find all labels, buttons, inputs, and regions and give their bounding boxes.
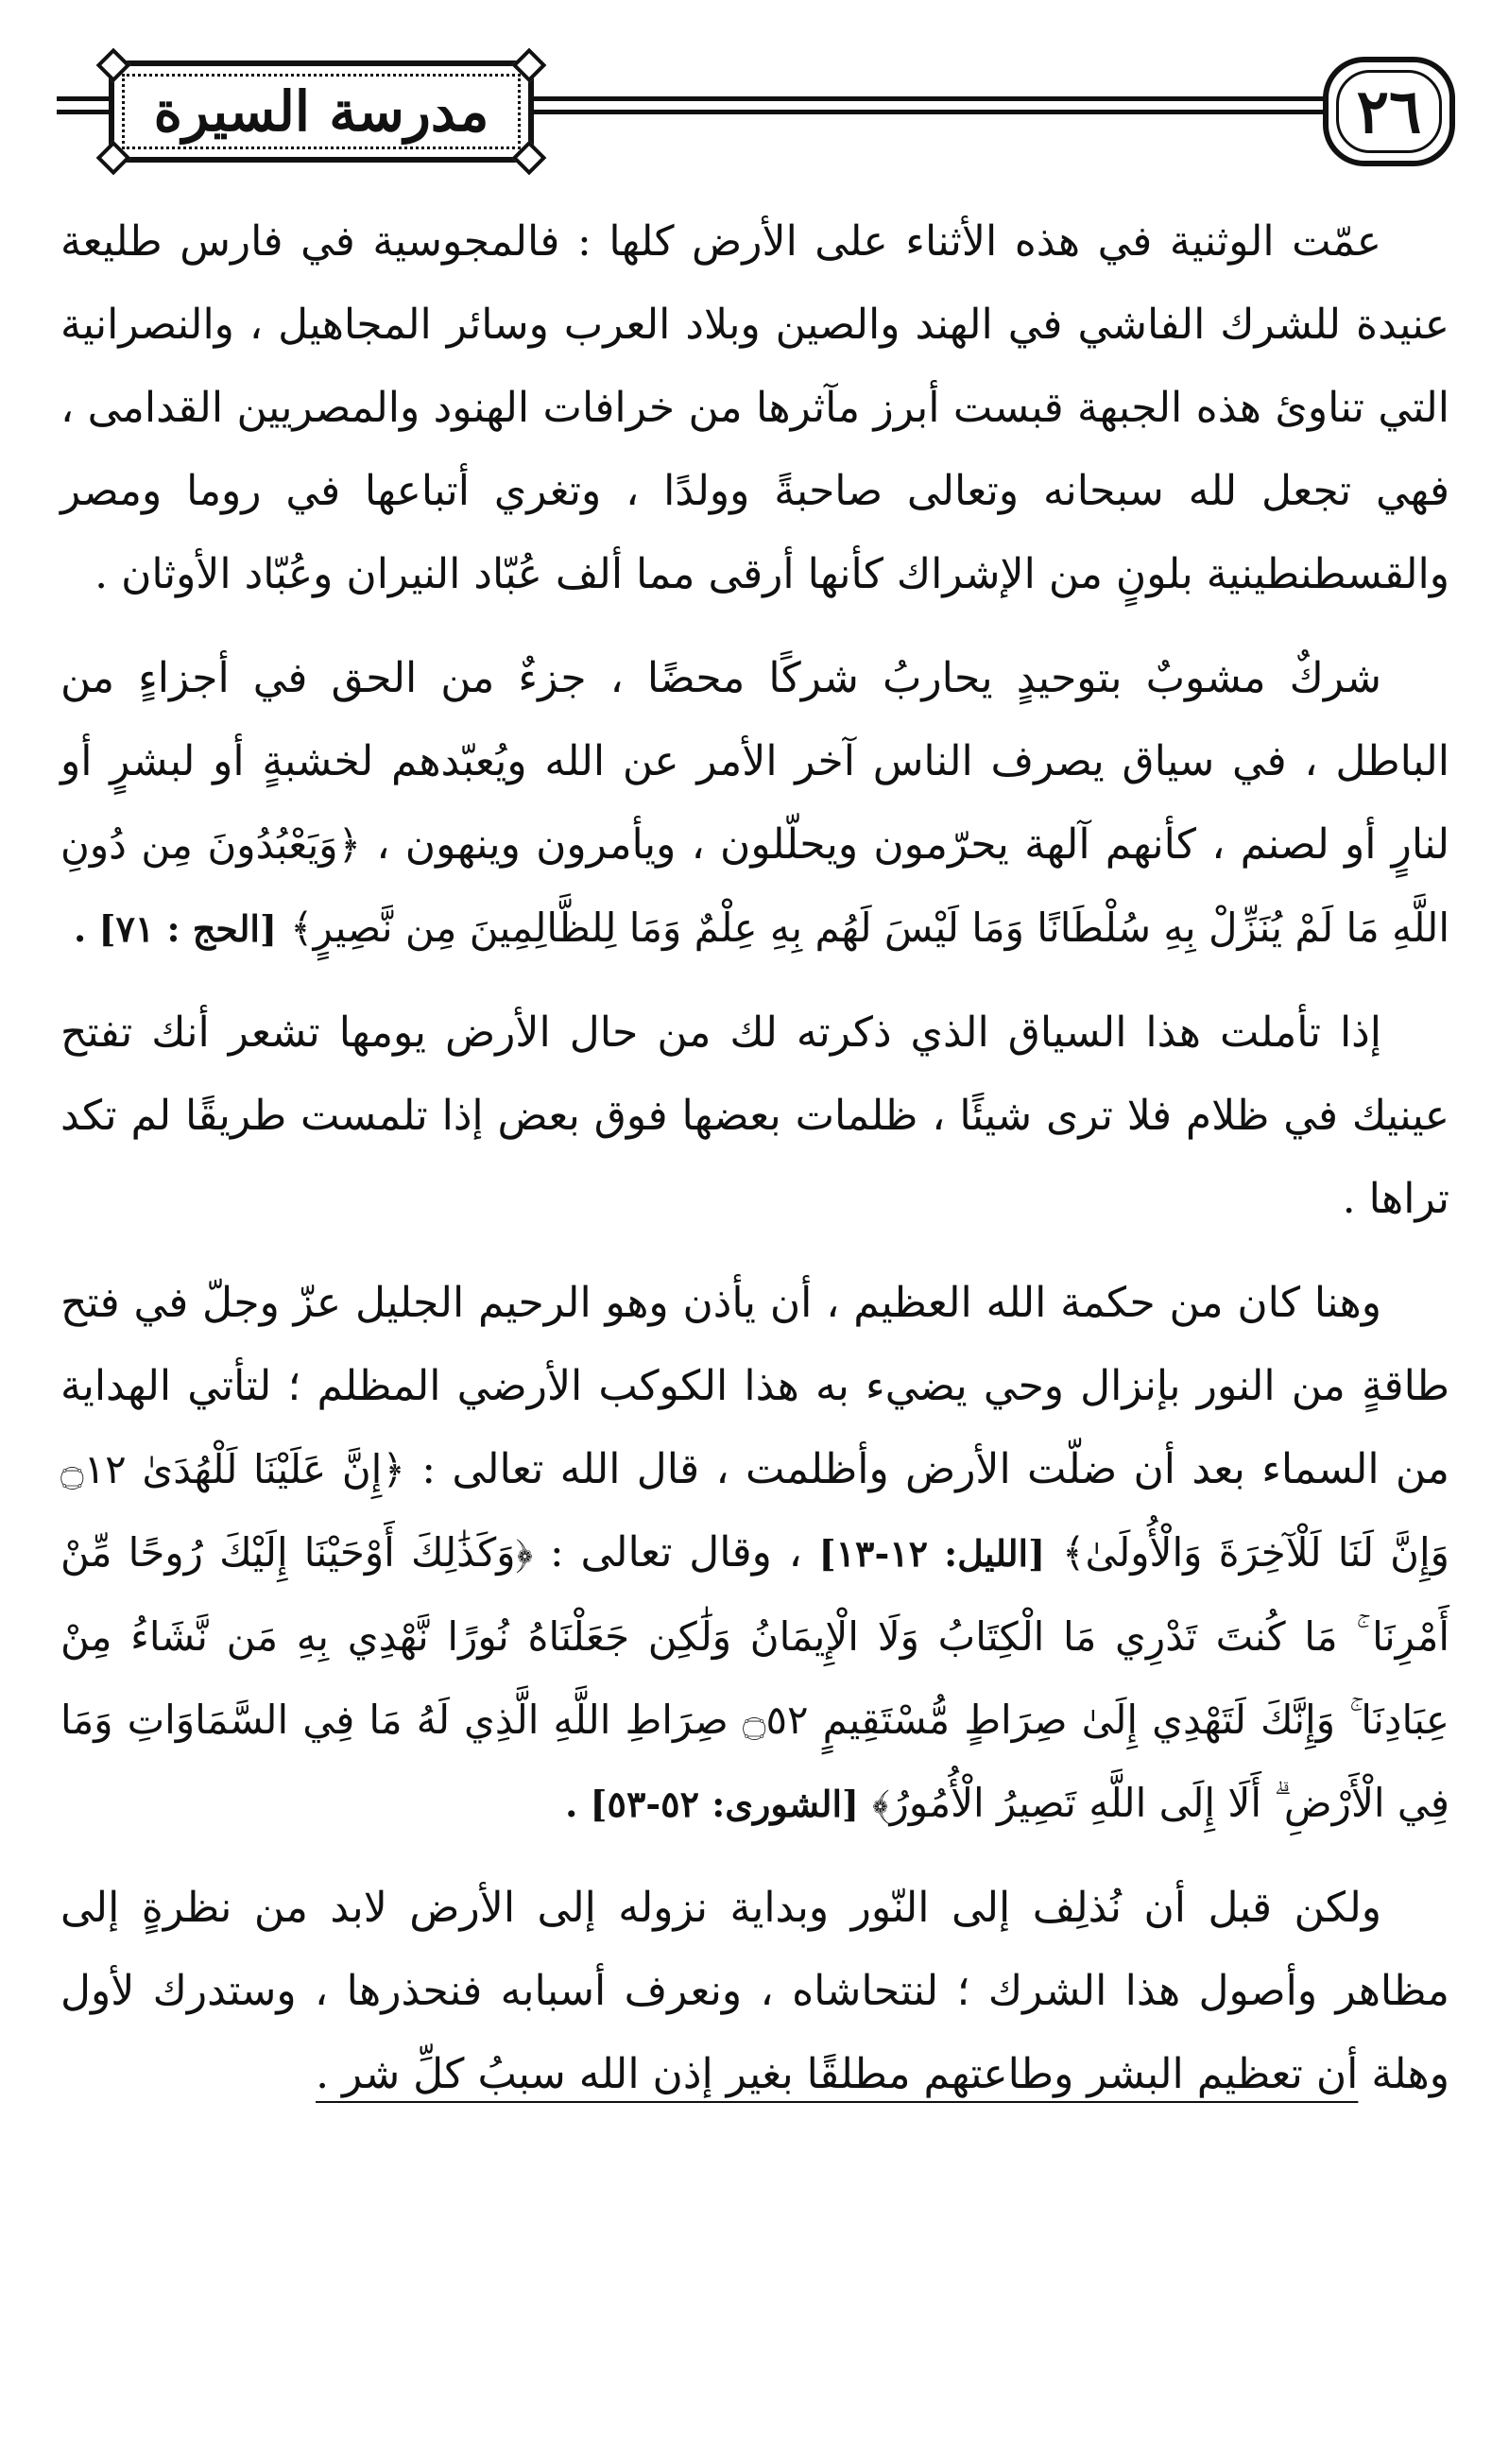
page-header xyxy=(57,38,1455,180)
paragraph-text: ولكن قبل أن نُذلِف إلى النّور وبداية نزوله إلى الأرض لابد من نظرةٍ إلى مظاهر وأصول هذا الشرك ؛ لنتحاشاه ، ونعرف أسبابه فنحذرها ، وستدرك لأول وهلة xyxy=(60,1884,1449,2098)
verse-reference: [الشورى: ٥٢-٥٣] . xyxy=(565,1783,859,1825)
quran-verse: ﴿إِنَّ عَلَيْنَا لَلْهُدَىٰ ۝١٢ وَإِنَّ لَنَا لَلْآخِرَةَ وَالْأُولَىٰ﴾ xyxy=(60,1446,1449,1576)
page-content xyxy=(60,200,1449,2137)
paragraph-2 xyxy=(60,637,1449,971)
ornament-diamond-icon xyxy=(96,141,131,176)
quran-verse: ﴿وَكَذَٰلِكَ أَوْحَيْنَا إِلَيْكَ رُوحًا مِّنْ أَمْرِنَا ۚ مَا كُنتَ تَدْرِي مَا الْكِتَابُ وَلَا الْإِيمَانُ وَلَٰكِن جَعَلْنَاهُ نُورًا نَّهْدِي بِهِ مَن نَّشَاءُ مِنْ عِبَادِنَا ۚ وَإِنَّكَ لَتَهْدِي إِلَىٰ صِرَاطٍ مُّسْتَقِيمٍ ۝٥٢ صِرَاطِ اللَّهِ الَّذِي لَهُ مَا فِي السَّمَاوَاتِ وَمَا فِي الْأَرْضِ ۗ أَلَا إِلَى اللَّهِ تَصِيرُ الْأُمُورُ﴾ xyxy=(60,1529,1449,1826)
ornament-diamond-icon xyxy=(96,48,131,83)
paragraph-text: وهنا كان من حكمة الله العظيم ، أن يأذن وهو الرحيم الجليل عزّ وجلّ في فتح طاقةٍ من النور بإنزال وحي يضيء به هذا الكوكب الأرضي المظلم ؛ لتأتي الهداية من السماء بعد أن ضلّت الأرض وأظلمت ، قال الله تعالى : xyxy=(60,1279,1449,1493)
book-title xyxy=(109,60,534,163)
paragraph-text: عمّت الوثنية في هذه الأثناء على الأرض كلها : فالمجوسية في فارس طليعة عنيدة للشرك الفاشي في الهند والصين وبلاد العرب وسائر المجاهيل ، والنصرانية التي تناوئ هذه الجبهة قبست أبرز مآثرها من خرافات الهنود والمصريين القدامى ، فهي تجعل لله سبحانه وتعالى صاحبةً وولدًا ، وتغري أتباعها في روما ومصر والقسطنطينية بلونٍ من الإشراك كأنها أرقى مما ألف عُبّاد النيران وعُبّاد الأوثان . xyxy=(60,217,1449,598)
verse-reference: [الحج : ٧١] . xyxy=(74,907,277,950)
paragraph-text: إذا تأملت هذا السياق الذي ذكرته لك من حال الأرض يومها تشعر أنك تفتح عينيك في ظلام فلا ترى شيئًا ، ظلمات بعضها فوق بعض إذا تلمست طريقًا لم تكد تراها . xyxy=(60,1008,1449,1223)
underlined-conclusion: أن تعظيم البشر وطاعتهم مطلقًا بغير إذن الله سببُ كلِّ شر . xyxy=(316,2050,1359,2098)
book-title-text: مدرسة السيرة xyxy=(153,79,489,144)
ornament-diamond-icon xyxy=(512,48,547,83)
paragraph-4 xyxy=(60,1262,1449,1846)
paragraph-3 xyxy=(60,991,1449,1241)
paragraph-1 xyxy=(60,200,1449,616)
paragraph-5 xyxy=(60,1867,1449,2116)
verse-reference: [الليل: ١٢-١٣] xyxy=(818,1532,1046,1575)
ornament-diamond-icon xyxy=(512,141,547,176)
paragraph-text: ، وقال تعالى : xyxy=(549,1528,802,1577)
page-number: ٢٦ xyxy=(1323,57,1455,166)
quran-verse: ﴿وَيَعْبُدُونَ مِن دُونِ اللَّهِ مَا لَمْ يُنَزِّلْ بِهِ سُلْطَانًا وَمَا لَيْسَ لَهُم بِهِ عِلْمٌ وَمَا لِلظَّالِمِينَ مِن نَّصِيرٍ﴾ xyxy=(60,821,1449,951)
paragraph-text: شركٌ مشوبٌ بتوحيدٍ يحاربُ شركًا محضًا ، جزءٌ من الحق في أجزاءٍ من الباطل ، في سياق يصرف الناس آخر الأمر عن الله ويُعبّدهم لخشبةٍ أو لبشرٍ أو لنارٍ أو لصنم ، كأنهم آلهة يحرّمون ويحلّلون ، ويأمرون وينهون ، xyxy=(60,654,1449,869)
